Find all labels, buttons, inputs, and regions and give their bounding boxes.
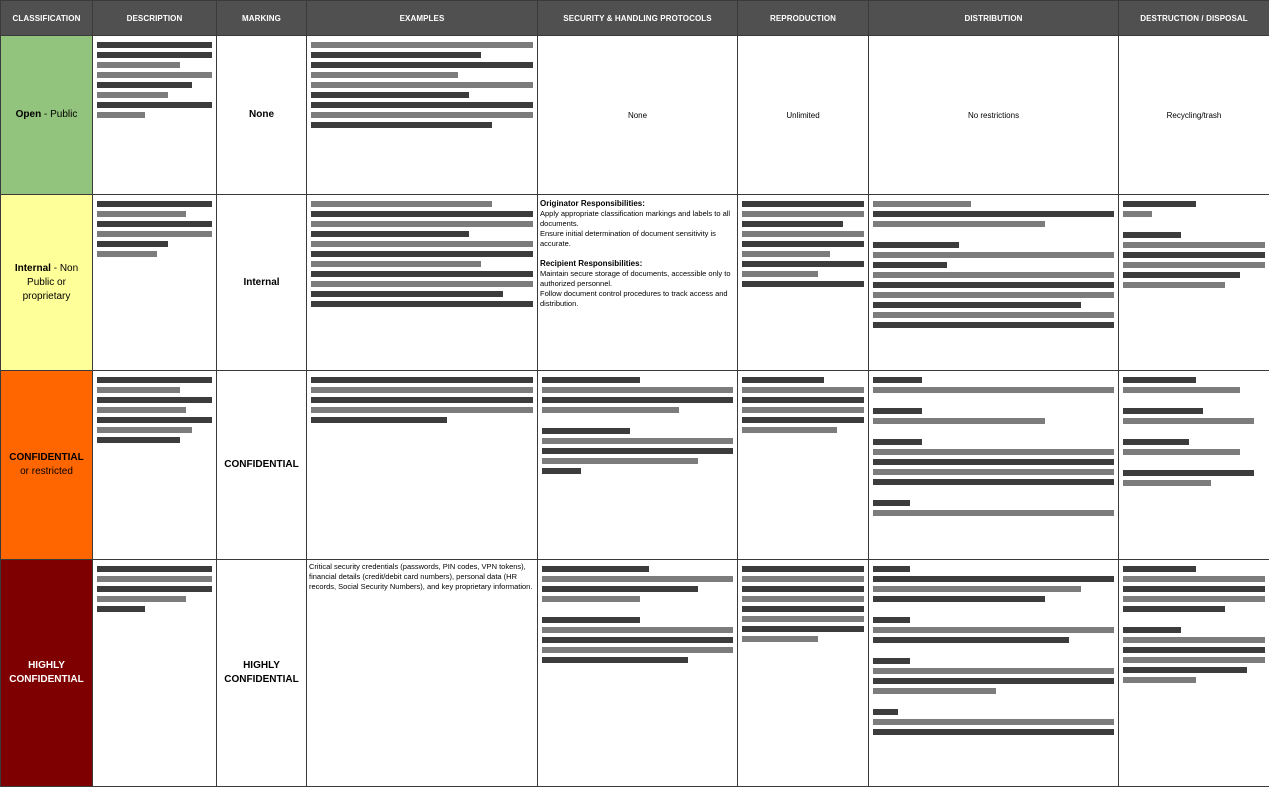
description-cell-confidential xyxy=(93,371,217,560)
marking-cell-open: None xyxy=(217,36,307,195)
originator-point-2: Ensure initial determination of document sensitivity is accurate. xyxy=(540,229,735,249)
reproduction-cell-open: Unlimited xyxy=(738,36,869,195)
originator-heading: Originator Responsibilities: xyxy=(540,199,735,209)
security-cell-internal xyxy=(538,195,738,371)
classification-name: Internal xyxy=(15,263,51,274)
reproduction-cell-highly-confidential xyxy=(738,560,869,787)
classification-cell-highly-confidential xyxy=(1,560,93,787)
classification-name: CONFIDENTIAL xyxy=(9,452,83,463)
classification-suffix: - Public xyxy=(41,109,77,120)
marking-cell-confidential: CONFIDENTIAL xyxy=(217,371,307,560)
column-header-examples: EXAMPLES xyxy=(307,1,538,36)
distribution-cell-open: No restrictions xyxy=(869,36,1119,195)
description-cell-highly-confidential xyxy=(93,560,217,787)
column-header-description: DESCRIPTION xyxy=(93,1,217,36)
table-row-open xyxy=(1,36,1269,195)
column-header-classification: CLASSIFICATION xyxy=(1,1,93,36)
distribution-cell-confidential xyxy=(869,371,1119,560)
description-cell-internal xyxy=(93,195,217,371)
classification-suffix: - Non Public or proprietary xyxy=(23,263,79,302)
examples-cell-highly-confidential: Critical security credentials (passwords, PIN codes, VPN tokens), financial details (credit/debit card numbers), personal data (HR records, Social Security Numbers), and key proprietary information. xyxy=(307,560,538,787)
recipient-point-1: Maintain secure storage of documents, accessible only to authorized personnel. xyxy=(540,269,735,289)
table-row-confidential xyxy=(1,371,1269,560)
column-header-marking: MARKING xyxy=(217,1,307,36)
destruction-cell-internal xyxy=(1119,195,1269,371)
security-cell-highly-confidential xyxy=(538,560,738,787)
destruction-cell-open: Recycling/trash xyxy=(1119,36,1269,195)
column-header-destruction: DESTRUCTION / DISPOSAL xyxy=(1119,1,1269,36)
classification-cell-internal xyxy=(1,195,93,371)
destruction-cell-confidential xyxy=(1119,371,1269,560)
security-cell-confidential xyxy=(538,371,738,560)
reproduction-cell-confidential xyxy=(738,371,869,560)
examples-cell-confidential xyxy=(307,371,538,560)
table-row-highly-confidential xyxy=(1,560,1269,787)
security-cell-open: None xyxy=(538,36,738,195)
classification-cell-open xyxy=(1,36,93,195)
marking-cell-internal: Internal xyxy=(217,195,307,371)
column-header-distribution: DISTRIBUTION xyxy=(869,1,1119,36)
reproduction-cell-internal xyxy=(738,195,869,371)
examples-cell-open xyxy=(307,36,538,195)
marking-cell-highly-confidential: HIGHLY CONFIDENTIAL xyxy=(217,560,307,787)
column-header-security: SECURITY & HANDLING PROTOCOLS xyxy=(538,1,738,36)
header-row xyxy=(1,1,1269,36)
originator-point-1: Apply appropriate classification markings and labels to all documents. xyxy=(540,209,735,229)
classification-name: HIGHLY CONFIDENTIAL xyxy=(9,660,83,685)
column-header-reproduction: REPRODUCTION xyxy=(738,1,869,36)
distribution-cell-highly-confidential xyxy=(869,560,1119,787)
destruction-cell-highly-confidential xyxy=(1119,560,1269,787)
classification-name: Open xyxy=(16,109,42,120)
recipient-heading: Recipient Responsibilities: xyxy=(540,259,735,269)
examples-cell-internal xyxy=(307,195,538,371)
recipient-point-2: Follow document control procedures to track access and distribution. xyxy=(540,289,735,309)
distribution-cell-internal xyxy=(869,195,1119,371)
table-row-internal xyxy=(1,195,1269,371)
description-cell-open xyxy=(93,36,217,195)
classification-cell-confidential xyxy=(1,371,93,560)
classification-suffix: or restricted xyxy=(20,466,73,477)
